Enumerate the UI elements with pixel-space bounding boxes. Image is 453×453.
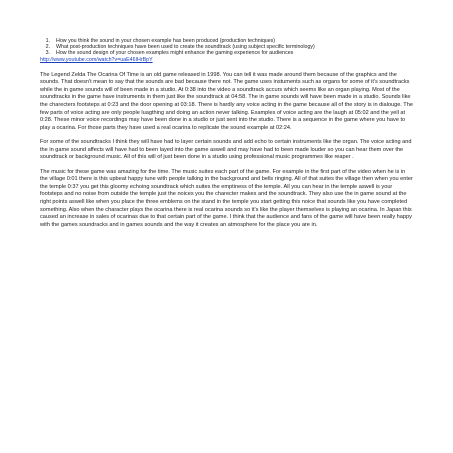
list-text: How the sound design of your chosen examples might enhance the gaming experience for audiences: [56, 50, 294, 57]
list-number: 3.: [45, 50, 50, 57]
list-text: How you think the sound in your chosen example has been produced (production techniques): [56, 38, 276, 44]
paragraph-production: The Legend Zelda The Ocarina Of Time is an old game released in 1998. You can tell it was made around them because of the graphics and the sounds. That doesn't mean to say that the sounds are bad because there not. The game uses instuments such as organs for some of it's soundtracks while the in game sounds will of been made in a studio. At 0:38 into the video a soundtrack accurs which seems like an organ playing. Most of the soundtracks in the game have instruments in them just like the soundtrack at 04:58. The in game sounds will have been made in a studio. Sounds like the charecters footsteps at 0:23 and the door opening at 03:18. There is hardly any voice acting in the game because all of the story is in dialouge. The few parts of voice acting are only people luagthing and doing an action never talking. Examples of voice acting are the laugh at 05:02 and the yell at 0:28. These minor voice recordings may have been done in a studio or just sent into the studio. There is a sequence in the game where you have to play a ocarina. For those parts they have used a real ocarina to replicate the sound example at 02:24.: [40, 71, 413, 131]
paragraph-experience: The music for these game was amazing for the time. The music suites each part of the game. For example in the first part of the video when he is in the village 0:01 there is this upbeat happy tune with people talking in the background and bells ringing. All of that suites the village then when you enter the temple 0:37 you get this gloomy echoing soundtrack which suites the emptiness of the temple. All you can hear in the temple aswell is your footsteps and no noise from outside the temple just the noices you the charecter makes and the soundtrack. They also use the in game sound at the right points aswell like when you place the three emblems on the stand in the temple you start getting this noice that sounds like you have completed something. Also when the character plays the ocarina there is real ocarina sounds so it's like the player themselves is playing an ocarina. In Japan this caused an increase in sales of ocarinas due to that certain part of the game. I think that the audience and fans of the game will have been really happy with the games soundracks and in games sounds and the way it creates an atmosphere for the place you are in.: [40, 168, 413, 228]
list-item: [40, 50, 413, 56]
paragraph-post-production: For some of the soundtracks I think they will have had to layer certain sounds and add echo to certain instruments like the organ. The voice acting and the in game sound affects will have had to been layed into the game aswell and may have had to been made louder so you can hear them over the soundtrack or background music. All of this will of just been done in a studio using professional music programmes like reaper .: [40, 139, 412, 161]
list-number: 1.: [45, 38, 50, 44]
list-number: 2.: [45, 44, 50, 51]
question-list: [40, 38, 413, 57]
list-text: What post-production techniques have been used to create the soundtrack (using subject specific terminology): [56, 44, 315, 51]
video-link[interactable]: http://www.youtube.com/watch?v=uaE46IHrBpY: [40, 56, 153, 63]
